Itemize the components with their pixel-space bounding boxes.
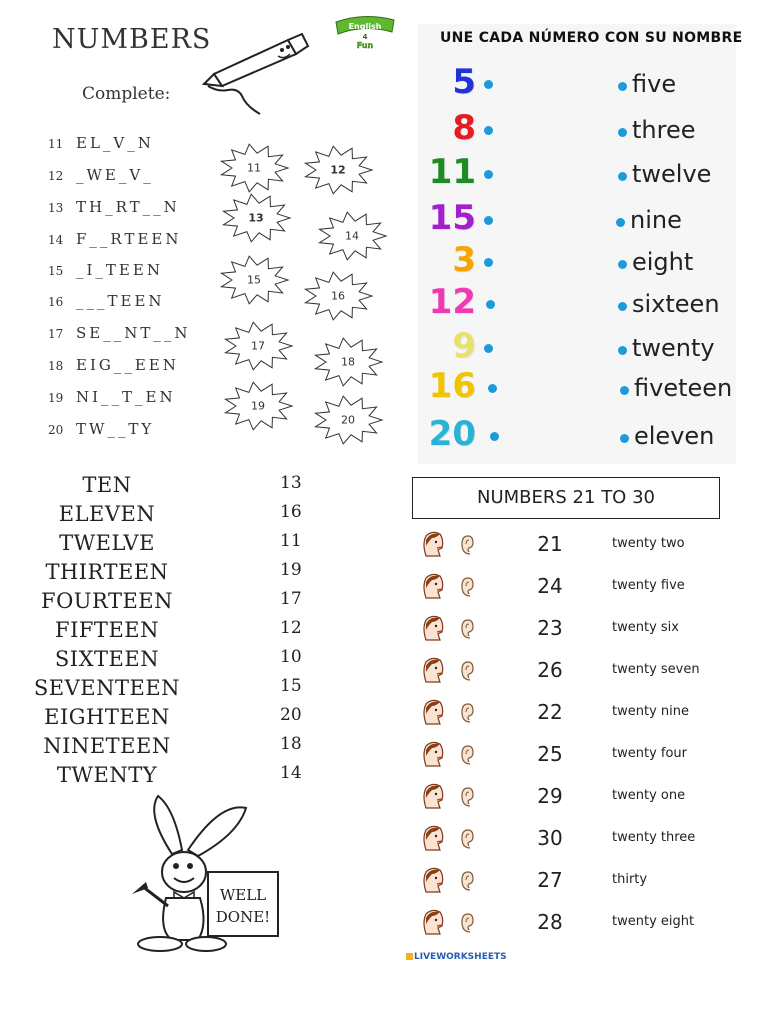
fill-row-word[interactable]: _I_TEEN [76,261,163,279]
fill-row-number: 16 [48,295,64,309]
number-to-match: 13 [280,473,302,493]
match-dot-left[interactable] [490,432,499,441]
colored-number: 12 [428,282,476,322]
number-word: sixteen [632,290,720,318]
number-word: nine [630,206,682,234]
number-21-30: 21 [537,532,563,556]
burst-number: 12 [330,163,346,177]
match-dot-left[interactable] [484,258,493,267]
sign-line-2: DONE! [215,908,271,926]
number-21-30: 28 [537,910,563,934]
number-to-match: 12 [280,618,302,638]
fill-row-number: 17 [48,327,64,341]
fill-row-number: 18 [48,359,64,373]
number-21-30: 22 [537,700,563,724]
speaking-head-icon[interactable] [420,824,446,852]
fill-row-word[interactable]: F__RTEEN [76,230,182,248]
fill-row [48,166,154,184]
number-word-large: ELEVEN [58,502,156,526]
english-4-fun-logo [334,14,396,50]
number-21-30: 23 [537,616,563,640]
number-word-large: THIRTEEN [45,560,169,584]
speaking-head-icon[interactable] [420,614,446,642]
match-dot-right[interactable] [618,82,627,91]
number-word: twelve [632,160,712,188]
fill-row-number: 20 [48,423,64,437]
burst-number: 19 [251,399,265,413]
ear-icon[interactable] [460,912,474,934]
colored-number: 20 [428,414,476,454]
number-burst [218,142,290,194]
fill-row-number: 13 [48,201,64,215]
match-dot-right[interactable] [620,434,629,443]
number-word-large: TWENTY [56,763,158,787]
number-21-30: 25 [537,742,563,766]
number-to-match: 16 [280,502,302,522]
fill-row [48,324,190,342]
number-to-match: 17 [280,589,302,609]
number-word-21-30: twenty seven [612,662,700,677]
number-to-match: 18 [280,734,302,754]
match-dot-left[interactable] [488,384,497,393]
number-burst [218,254,290,306]
match-dot-right[interactable] [618,302,627,311]
ear-icon[interactable] [460,702,474,724]
number-word-large: TEN [82,473,132,497]
number-word-large: SEVENTEEN [33,676,181,700]
match-dot-right[interactable] [618,346,627,355]
ear-icon[interactable] [460,660,474,682]
number-word-21-30: twenty four [612,746,688,761]
match-dot-right[interactable] [620,386,629,395]
match-dot-right[interactable] [618,260,627,269]
match-dot-left[interactable] [484,216,493,225]
numbers-21-30-title: NUMBERS 21 TO 30 [477,487,655,508]
colored-number: 16 [428,366,476,406]
number-word-21-30: twenty six [612,620,679,635]
ear-icon[interactable] [460,870,474,892]
svg-text:4: 4 [362,33,368,41]
fill-row-word[interactable]: EIG__EEN [76,356,179,374]
colored-number: 8 [452,108,476,148]
burst-number: 18 [341,355,355,369]
number-word-large: FIFTEEN [55,618,159,642]
instruction-label: Complete: [82,84,171,104]
fill-row-number: 14 [48,233,64,247]
number-word-21-30: twenty eight [612,914,695,929]
match-dot-left[interactable] [484,344,493,353]
speaking-head-icon[interactable] [420,698,446,726]
bunny-illustration [128,794,284,954]
fill-row-word[interactable]: TH_RT__N [76,198,180,216]
number-word: three [632,116,696,144]
number-burst [220,192,292,244]
match-dot-left[interactable] [486,300,495,309]
number-word-large: SIXTEEN [54,647,160,671]
number-word: fiveteen [634,374,733,402]
ear-icon[interactable] [460,576,474,598]
fill-row [48,292,165,310]
sign-line-1: WELL [219,886,267,904]
number-word-large: FOURTEEN [41,589,173,613]
burst-number: 15 [247,273,261,287]
number-word: eleven [634,422,715,450]
number-word: five [632,70,677,98]
ear-icon[interactable] [460,828,474,850]
matching-title: UNE CADA NÚMERO CON SU NOMBRE [440,30,743,46]
fill-row-number: 11 [48,137,64,151]
fill-row-word[interactable]: ___TEEN [76,292,165,310]
colored-number: 3 [452,240,476,280]
number-word-large: EIGHTEEN [44,705,170,729]
number-to-match: 19 [280,560,302,580]
number-burst [222,380,294,432]
burst-number: 17 [251,339,265,353]
number-word: twenty [632,334,715,362]
number-burst [312,336,384,388]
fill-row-word[interactable]: TW__TY [76,420,155,438]
fill-row [48,356,179,374]
number-to-match: 11 [280,531,302,551]
ear-icon[interactable] [460,786,474,808]
liveworksheets-brand: LIVEWORKSHEETS [414,952,507,962]
number-burst [302,144,374,196]
ear-icon[interactable] [460,534,474,556]
number-21-30: 26 [537,658,563,682]
number-21-30: 30 [537,826,563,850]
match-dot-left[interactable] [484,170,493,179]
fill-row-number: 15 [48,264,64,278]
match-dot-right[interactable] [618,128,627,137]
number-to-match: 20 [280,705,302,725]
fill-row [48,230,181,248]
burst-number: 20 [341,413,355,427]
number-word-21-30: twenty nine [612,704,689,719]
number-word: eight [632,248,694,276]
pencil-icon [198,26,318,126]
speaking-head-icon[interactable] [420,866,446,894]
colored-number: 15 [428,198,476,238]
burst-number: 11 [247,161,261,175]
fill-row [48,261,163,279]
speaking-head-icon[interactable] [420,572,446,600]
burst-number: 16 [331,289,345,303]
match-dot-right[interactable] [616,218,625,227]
speaking-head-icon[interactable] [420,530,446,558]
burst-number: 13 [248,211,264,225]
number-word-21-30: twenty three [612,830,696,845]
speaking-head-icon[interactable] [420,782,446,810]
speaking-head-icon[interactable] [420,656,446,684]
fill-row-number: 12 [48,169,64,183]
number-word-large: TWELVE [59,531,155,555]
match-dot-right[interactable] [618,172,627,181]
svg-text:English: English [348,22,382,31]
ear-icon[interactable] [460,618,474,640]
fill-row [48,134,154,152]
colored-number: 5 [452,62,476,102]
fill-row-number: 19 [48,391,64,405]
number-burst [312,394,384,446]
number-word-21-30: twenty one [612,788,686,803]
fill-row-word[interactable]: _WE_V_ [76,166,154,184]
number-21-30: 24 [537,574,563,598]
worksheet-title: NUMBERS [52,24,212,55]
burst-number: 14 [345,229,359,243]
number-word-large: NINETEEN [43,734,171,758]
fill-row-word[interactable]: NI__T_EN [76,388,176,406]
match-dot-left[interactable] [484,126,493,135]
fill-row [48,388,176,406]
fill-row-word[interactable]: SE__NT__N [76,324,191,342]
number-burst [222,320,294,372]
speaking-head-icon[interactable] [420,908,446,936]
number-word-21-30: twenty five [612,578,685,593]
number-word-21-30: twenty two [612,536,685,551]
colored-number: 11 [428,152,476,192]
number-burst [302,270,374,322]
match-dot-left[interactable] [484,80,493,89]
number-to-match: 10 [280,647,302,667]
colored-number: 9 [452,326,476,366]
liveworksheets-logo [406,952,507,962]
number-21-30: 27 [537,868,563,892]
number-word-21-30: thirty [612,872,648,887]
fill-row [48,198,180,216]
fill-row [48,420,154,438]
number-to-match: 15 [280,676,302,696]
number-to-match: 14 [280,763,302,783]
number-21-30: 29 [537,784,563,808]
number-burst [316,210,388,262]
liveworksheets-mark-icon [406,953,413,960]
ear-icon[interactable] [460,744,474,766]
speaking-head-icon[interactable] [420,740,446,768]
svg-text:Fun: Fun [356,41,374,50]
fill-row-word[interactable]: EL_V_N [76,134,154,152]
